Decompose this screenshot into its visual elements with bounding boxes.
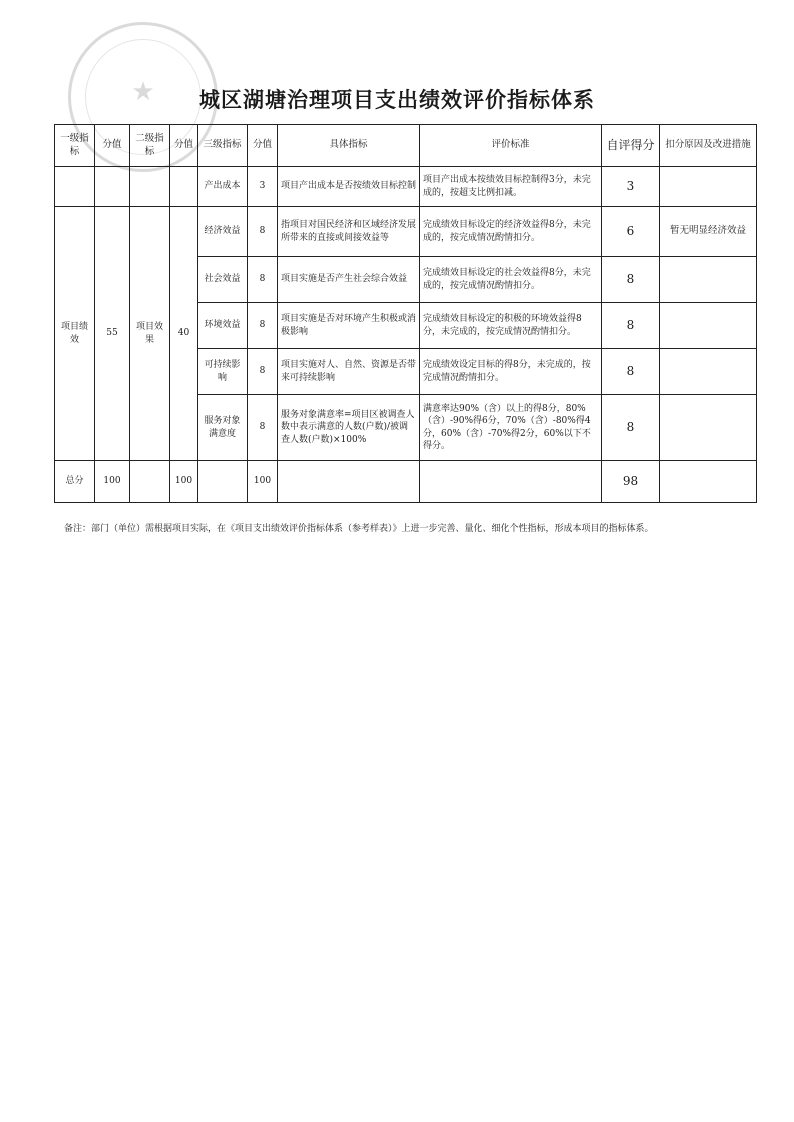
cell-total-score2: 100 [170,461,198,503]
cell-indicator: 项目实施是否产生社会综合效益 [278,257,420,303]
cell-deduction [660,349,757,395]
cell-self-score: 8 [602,395,660,461]
cell-level3: 可持续影响 [198,349,248,395]
cell-empty [278,461,420,503]
cell-standard: 完成绩效目标设定的社会效益得8分，未完成的，按完成情况酌情扣分。 [420,257,602,303]
cell-total-score1: 100 [95,461,130,503]
cell-self-score: 6 [602,207,660,257]
cell-deduction [660,303,757,349]
cell-level3: 社会效益 [198,257,248,303]
cell-score3: 3 [248,167,278,207]
footnote: 备注：部门（单位）需根据项目实际，在《项目支出绩效评价指标体系（参考样表）》上进一步完善、量化、细化个性指标，形成本项目的指标体系。 [64,524,654,534]
cell-group-score2: 40 [170,207,198,461]
cell-deduction [660,257,757,303]
cell-empty [55,167,95,207]
cell-self-score: 8 [602,303,660,349]
cell-score3: 8 [248,349,278,395]
cell-empty [420,461,602,503]
header-deduction: 扣分原因及改进措施 [660,125,757,167]
table-row-cost [55,167,757,207]
document-title: 城区湖塘治理项目支出绩效评价指标体系 [199,88,595,112]
cell-total-label: 总分 [55,461,95,503]
cell-level3: 经济效益 [198,207,248,257]
cell-self-score: 8 [602,257,660,303]
cell-empty [130,461,170,503]
indicator-table [54,124,757,503]
header-level3: 三级指标 [198,125,248,167]
header-level1: 一级指标 [55,125,95,167]
header-score2: 分值 [170,125,198,167]
seal-star-icon: ★ [131,77,155,107]
cell-deduction: 暂无明显经济效益 [660,207,757,257]
table-header-row [55,125,757,167]
header-level2: 二级指标 [130,125,170,167]
cell-total-score3: 100 [248,461,278,503]
cell-standard: 完成绩效设定目标的得8分，未完成的，按完成情况酌情扣分。 [420,349,602,395]
header-self-score: 自评得分 [602,125,660,167]
cell-group-level1: 项目绩效 [55,207,95,461]
cell-standard: 满意率达90%（含）以上的得8分，80%（含）-90%得6分，70%（含）-80%得4分，60%（含）-70%得2分，60%以下不得分。 [420,395,602,461]
cell-score3: 8 [248,303,278,349]
cell-empty [198,461,248,503]
cell-empty [170,167,198,207]
cell-score3: 8 [248,207,278,257]
cell-indicator: 项目产出成本是否按绩效目标控制 [278,167,420,207]
cell-deduction [660,167,757,207]
cell-standard: 项目产出成本按绩效目标控制得3分，未完成的，按超支比例扣减。 [420,167,602,207]
header-score1: 分值 [95,125,130,167]
cell-indicator: 项目实施对人、自然、资源是否带来可持续影响 [278,349,420,395]
cell-standard: 完成绩效目标设定的经济效益得8分，未完成的，按完成情况酌情扣分。 [420,207,602,257]
cell-level3: 环境效益 [198,303,248,349]
cell-indicator: 服务对象满意率=项目区被调查人数中表示满意的人数(户数)/被调查人数(户数)×100% [278,395,420,461]
cell-level3: 服务对象满意度 [198,395,248,461]
cell-group-level2: 项目效果 [130,207,170,461]
cell-total-self-score: 98 [602,461,660,503]
cell-self-score: 8 [602,349,660,395]
header-standard: 评价标准 [420,125,602,167]
cell-score3: 8 [248,395,278,461]
cell-standard: 完成绩效目标设定的积极的环境效益得8分，未完成的，按完成情况酌情扣分。 [420,303,602,349]
cell-group-score1: 55 [95,207,130,461]
cell-indicator: 指项目对国民经济和区域经济发展所带来的直接或间接效益等 [278,207,420,257]
table-row [55,207,757,257]
header-score3: 分值 [248,125,278,167]
cell-empty [95,167,130,207]
cell-self-score: 3 [602,167,660,207]
cell-level3: 产出成本 [198,167,248,207]
table-row-total [55,461,757,503]
cell-empty [660,461,757,503]
cell-empty [130,167,170,207]
cell-deduction [660,395,757,461]
cell-score3: 8 [248,257,278,303]
cell-indicator: 项目实施是否对环境产生积极或消极影响 [278,303,420,349]
header-indicator: 具体指标 [278,125,420,167]
